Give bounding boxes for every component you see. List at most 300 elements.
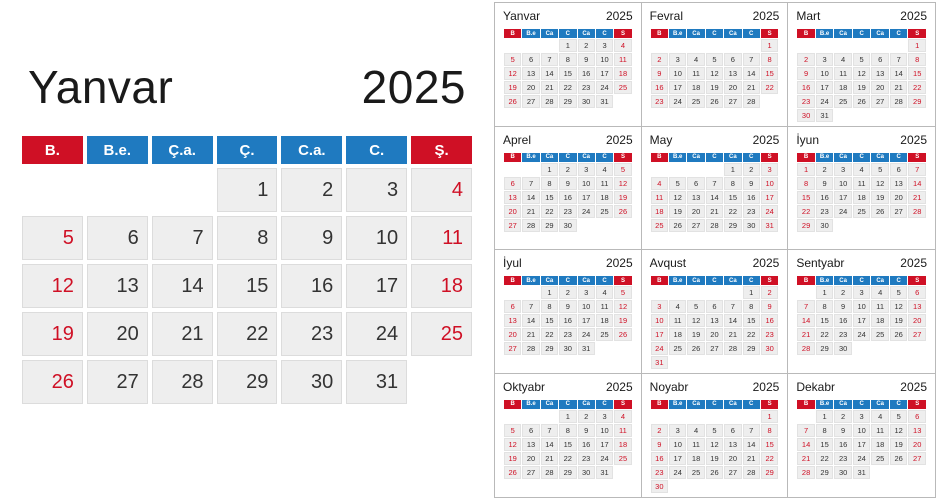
mini-day-cell[interactable]: 29 (816, 342, 834, 355)
mini-day-cell[interactable]: 3 (596, 39, 613, 52)
mini-day-cell[interactable]: 19 (871, 191, 889, 204)
mini-day-cell[interactable]: 20 (504, 205, 521, 218)
mini-day-cell[interactable]: 28 (890, 95, 908, 108)
mini-day-cell[interactable]: 20 (522, 452, 539, 465)
mini-day-cell[interactable]: 28 (743, 95, 760, 108)
mini-day-cell[interactable]: 12 (687, 314, 704, 327)
mini-day-cell[interactable]: 25 (596, 328, 613, 341)
mini-day-cell[interactable]: 8 (724, 177, 741, 190)
mini-day-cell[interactable]: 2 (743, 163, 760, 176)
mini-day-cell[interactable]: 3 (669, 53, 686, 66)
mini-day-cell[interactable]: 4 (669, 300, 686, 313)
mini-day-cell[interactable]: 2 (651, 53, 668, 66)
mini-day-cell[interactable]: 2 (761, 286, 778, 299)
mini-day-cell[interactable]: 31 (853, 466, 871, 479)
mini-day-cell[interactable]: 2 (816, 163, 834, 176)
mini-day-cell[interactable]: 18 (651, 205, 668, 218)
mini-day-cell[interactable]: 2 (578, 410, 595, 423)
featured-day-cell[interactable]: 20 (87, 312, 148, 356)
mini-day-cell[interactable]: 2 (559, 163, 576, 176)
mini-day-cell[interactable]: 11 (871, 300, 889, 313)
mini-day-cell[interactable]: 29 (743, 342, 760, 355)
mini-day-cell[interactable]: 6 (724, 424, 741, 437)
mini-day-cell[interactable]: 19 (687, 328, 704, 341)
mini-day-cell[interactable]: 8 (559, 424, 576, 437)
mini-day-cell[interactable]: 21 (522, 328, 539, 341)
mini-day-cell[interactable]: 19 (504, 452, 521, 465)
mini-day-cell[interactable]: 9 (651, 67, 668, 80)
mini-day-cell[interactable]: 20 (871, 81, 889, 94)
mini-day-cell[interactable]: 7 (724, 300, 741, 313)
mini-day-cell[interactable]: 24 (816, 95, 834, 108)
mini-day-cell[interactable]: 10 (596, 424, 613, 437)
mini-day-cell[interactable]: 3 (816, 53, 834, 66)
mini-day-cell[interactable]: 9 (816, 177, 834, 190)
mini-day-cell[interactable]: 1 (761, 39, 778, 52)
featured-day-cell[interactable]: 3 (346, 168, 407, 212)
mini-day-cell[interactable]: 23 (559, 328, 576, 341)
mini-day-cell[interactable]: 9 (797, 67, 815, 80)
mini-day-cell[interactable]: 20 (522, 81, 539, 94)
mini-day-cell[interactable]: 28 (706, 219, 723, 232)
mini-day-cell[interactable]: 1 (559, 39, 576, 52)
mini-day-cell[interactable]: 20 (687, 205, 704, 218)
mini-day-cell[interactable]: 14 (522, 314, 539, 327)
mini-day-cell[interactable]: 9 (834, 424, 852, 437)
mini-day-cell[interactable]: 26 (890, 452, 908, 465)
mini-day-cell[interactable]: 7 (890, 53, 908, 66)
mini-day-cell[interactable]: 29 (541, 342, 558, 355)
mini-day-cell[interactable]: 16 (761, 314, 778, 327)
mini-day-cell[interactable]: 25 (669, 342, 686, 355)
featured-day-cell[interactable]: 21 (152, 312, 213, 356)
mini-day-cell[interactable]: 6 (871, 53, 889, 66)
mini-day-cell[interactable]: 10 (834, 177, 852, 190)
mini-day-cell[interactable]: 31 (816, 109, 834, 122)
mini-day-cell[interactable]: 5 (706, 53, 723, 66)
mini-day-cell[interactable]: 17 (578, 314, 595, 327)
mini-day-cell[interactable]: 7 (522, 177, 539, 190)
mini-day-cell[interactable]: 19 (890, 438, 908, 451)
mini-day-cell[interactable]: 31 (651, 356, 668, 369)
mini-day-cell[interactable]: 14 (797, 314, 815, 327)
featured-day-cell[interactable]: 31 (346, 360, 407, 404)
mini-day-cell[interactable]: 31 (578, 342, 595, 355)
mini-day-cell[interactable]: 26 (706, 95, 723, 108)
mini-day-cell[interactable]: 23 (578, 81, 595, 94)
mini-day-cell[interactable]: 10 (853, 300, 871, 313)
mini-day-cell[interactable]: 17 (669, 81, 686, 94)
mini-day-cell[interactable]: 26 (504, 95, 521, 108)
mini-day-cell[interactable]: 20 (908, 314, 926, 327)
mini-day-cell[interactable]: 25 (596, 205, 613, 218)
mini-month-mart[interactable] (788, 3, 935, 127)
mini-day-cell[interactable]: 8 (761, 424, 778, 437)
mini-day-cell[interactable]: 18 (871, 314, 889, 327)
mini-day-cell[interactable]: 10 (761, 177, 778, 190)
mini-day-cell[interactable]: 25 (614, 81, 631, 94)
mini-day-cell[interactable]: 16 (578, 67, 595, 80)
mini-day-cell[interactable]: 1 (559, 410, 576, 423)
mini-day-cell[interactable]: 6 (504, 300, 521, 313)
mini-day-cell[interactable]: 20 (890, 191, 908, 204)
mini-day-cell[interactable]: 22 (816, 328, 834, 341)
mini-day-cell[interactable]: 8 (559, 53, 576, 66)
mini-day-cell[interactable]: 23 (651, 95, 668, 108)
mini-day-cell[interactable]: 25 (853, 205, 871, 218)
mini-day-cell[interactable]: 28 (541, 95, 558, 108)
mini-day-cell[interactable]: 5 (669, 177, 686, 190)
mini-day-cell[interactable]: 13 (687, 191, 704, 204)
mini-day-cell[interactable]: 6 (504, 177, 521, 190)
mini-day-cell[interactable]: 16 (651, 81, 668, 94)
featured-day-cell[interactable]: 28 (152, 360, 213, 404)
mini-day-cell[interactable]: 8 (541, 300, 558, 313)
mini-day-cell[interactable]: 26 (890, 328, 908, 341)
mini-day-cell[interactable]: 16 (743, 191, 760, 204)
mini-day-cell[interactable]: 4 (687, 53, 704, 66)
mini-day-cell[interactable]: 1 (724, 163, 741, 176)
mini-day-cell[interactable]: 24 (669, 466, 686, 479)
mini-day-cell[interactable]: 12 (890, 424, 908, 437)
mini-day-cell[interactable]: 15 (816, 438, 834, 451)
mini-day-cell[interactable]: 16 (816, 191, 834, 204)
mini-day-cell[interactable]: 18 (669, 328, 686, 341)
mini-day-cell[interactable]: 13 (908, 424, 926, 437)
mini-day-cell[interactable]: 15 (797, 191, 815, 204)
mini-month-noyabr[interactable] (642, 374, 789, 498)
mini-day-cell[interactable]: 2 (578, 39, 595, 52)
mini-day-cell[interactable]: 25 (871, 452, 889, 465)
mini-day-cell[interactable]: 17 (596, 438, 613, 451)
mini-day-cell[interactable]: 13 (522, 438, 539, 451)
mini-day-cell[interactable]: 16 (834, 314, 852, 327)
mini-day-cell[interactable]: 27 (908, 452, 926, 465)
mini-day-cell[interactable]: 24 (834, 205, 852, 218)
mini-day-cell[interactable]: 15 (908, 67, 926, 80)
mini-day-cell[interactable]: 14 (743, 67, 760, 80)
mini-day-cell[interactable]: 8 (908, 53, 926, 66)
mini-day-cell[interactable]: 1 (761, 410, 778, 423)
mini-day-cell[interactable]: 6 (706, 300, 723, 313)
mini-day-cell[interactable]: 15 (761, 438, 778, 451)
featured-day-cell[interactable]: 24 (346, 312, 407, 356)
mini-day-cell[interactable]: 23 (816, 205, 834, 218)
mini-day-cell[interactable]: 2 (559, 286, 576, 299)
mini-day-cell[interactable]: 27 (724, 95, 741, 108)
mini-day-cell[interactable]: 11 (834, 67, 852, 80)
mini-day-cell[interactable]: 2 (834, 410, 852, 423)
mini-day-cell[interactable]: 14 (522, 191, 539, 204)
mini-day-cell[interactable]: 13 (724, 438, 741, 451)
mini-day-cell[interactable]: 24 (761, 205, 778, 218)
mini-day-cell[interactable]: 1 (541, 286, 558, 299)
mini-day-cell[interactable]: 9 (578, 424, 595, 437)
mini-day-cell[interactable]: 4 (596, 286, 613, 299)
mini-day-cell[interactable]: 1 (816, 286, 834, 299)
mini-day-cell[interactable]: 11 (596, 177, 613, 190)
mini-day-cell[interactable]: 14 (743, 438, 760, 451)
mini-day-cell[interactable]: 10 (578, 177, 595, 190)
mini-day-cell[interactable]: 29 (559, 466, 576, 479)
mini-day-cell[interactable]: 8 (816, 300, 834, 313)
mini-day-cell[interactable]: 6 (890, 163, 908, 176)
mini-day-cell[interactable]: 6 (522, 424, 539, 437)
mini-day-cell[interactable]: 22 (908, 81, 926, 94)
mini-day-cell[interactable]: 25 (687, 466, 704, 479)
mini-day-cell[interactable]: 15 (743, 314, 760, 327)
mini-day-cell[interactable]: 24 (669, 95, 686, 108)
mini-day-cell[interactable]: 23 (761, 328, 778, 341)
mini-day-cell[interactable]: 1 (816, 410, 834, 423)
mini-day-cell[interactable]: 14 (706, 191, 723, 204)
mini-day-cell[interactable]: 12 (853, 67, 871, 80)
mini-day-cell[interactable]: 16 (559, 191, 576, 204)
mini-day-cell[interactable]: 17 (816, 81, 834, 94)
mini-day-cell[interactable]: 3 (834, 163, 852, 176)
featured-day-cell[interactable]: 17 (346, 264, 407, 308)
featured-day-cell[interactable]: 30 (281, 360, 342, 404)
mini-day-cell[interactable]: 24 (853, 328, 871, 341)
mini-day-cell[interactable]: 8 (541, 177, 558, 190)
mini-day-cell[interactable]: 10 (578, 300, 595, 313)
mini-day-cell[interactable]: 22 (559, 81, 576, 94)
mini-day-cell[interactable]: 5 (614, 286, 631, 299)
mini-day-cell[interactable]: 12 (669, 191, 686, 204)
featured-day-cell[interactable]: 23 (281, 312, 342, 356)
mini-day-cell[interactable]: 15 (761, 67, 778, 80)
mini-day-cell[interactable]: 12 (504, 67, 521, 80)
mini-day-cell[interactable]: 7 (522, 300, 539, 313)
mini-day-cell[interactable]: 30 (834, 342, 852, 355)
mini-day-cell[interactable]: 14 (908, 177, 926, 190)
mini-day-cell[interactable]: 28 (522, 219, 539, 232)
mini-day-cell[interactable]: 22 (541, 328, 558, 341)
mini-day-cell[interactable]: 11 (596, 300, 613, 313)
mini-day-cell[interactable]: 24 (578, 205, 595, 218)
mini-day-cell[interactable]: 9 (559, 300, 576, 313)
mini-day-cell[interactable]: 27 (522, 95, 539, 108)
mini-day-cell[interactable]: 10 (853, 424, 871, 437)
mini-day-cell[interactable]: 18 (687, 81, 704, 94)
mini-day-cell[interactable]: 27 (687, 219, 704, 232)
mini-day-cell[interactable]: 4 (651, 177, 668, 190)
featured-day-cell[interactable]: 7 (152, 216, 213, 260)
mini-day-cell[interactable]: 1 (743, 286, 760, 299)
mini-day-cell[interactable]: 23 (559, 205, 576, 218)
mini-day-cell[interactable]: 13 (504, 314, 521, 327)
mini-day-cell[interactable]: 19 (890, 314, 908, 327)
mini-day-cell[interactable]: 11 (651, 191, 668, 204)
mini-day-cell[interactable]: 28 (743, 466, 760, 479)
mini-day-cell[interactable]: 3 (853, 410, 871, 423)
mini-day-cell[interactable]: 26 (614, 205, 631, 218)
mini-day-cell[interactable]: 9 (578, 53, 595, 66)
mini-day-cell[interactable]: 26 (669, 219, 686, 232)
mini-day-cell[interactable]: 14 (541, 438, 558, 451)
mini-day-cell[interactable]: 9 (743, 177, 760, 190)
mini-day-cell[interactable]: 12 (890, 300, 908, 313)
mini-day-cell[interactable]: 17 (761, 191, 778, 204)
mini-day-cell[interactable]: 19 (706, 452, 723, 465)
mini-day-cell[interactable]: 14 (890, 67, 908, 80)
mini-day-cell[interactable]: 7 (797, 300, 815, 313)
mini-day-cell[interactable]: 4 (614, 410, 631, 423)
mini-day-cell[interactable]: 14 (541, 67, 558, 80)
mini-day-cell[interactable]: 31 (761, 219, 778, 232)
featured-day-cell[interactable]: 19 (22, 312, 83, 356)
mini-day-cell[interactable]: 7 (743, 53, 760, 66)
mini-day-cell[interactable]: 8 (743, 300, 760, 313)
featured-day-cell[interactable]: 27 (87, 360, 148, 404)
mini-day-cell[interactable]: 29 (908, 95, 926, 108)
mini-day-cell[interactable]: 30 (578, 466, 595, 479)
mini-day-cell[interactable]: 5 (871, 163, 889, 176)
mini-day-cell[interactable]: 9 (651, 438, 668, 451)
mini-day-cell[interactable]: 18 (834, 81, 852, 94)
mini-day-cell[interactable]: 4 (834, 53, 852, 66)
mini-day-cell[interactable]: 11 (687, 438, 704, 451)
featured-day-cell[interactable]: 1 (217, 168, 278, 212)
mini-day-cell[interactable]: 12 (706, 67, 723, 80)
mini-day-cell[interactable]: 27 (908, 328, 926, 341)
mini-day-cell[interactable]: 8 (816, 424, 834, 437)
mini-day-cell[interactable]: 25 (614, 452, 631, 465)
mini-day-cell[interactable]: 27 (504, 219, 521, 232)
mini-day-cell[interactable]: 10 (596, 53, 613, 66)
mini-day-cell[interactable]: 15 (816, 314, 834, 327)
mini-day-cell[interactable]: 23 (797, 95, 815, 108)
mini-day-cell[interactable]: 21 (890, 81, 908, 94)
mini-day-cell[interactable]: 30 (816, 219, 834, 232)
mini-day-cell[interactable]: 25 (834, 95, 852, 108)
mini-day-cell[interactable]: 12 (504, 438, 521, 451)
mini-day-cell[interactable]: 19 (504, 81, 521, 94)
mini-day-cell[interactable]: 17 (596, 67, 613, 80)
mini-day-cell[interactable]: 29 (724, 219, 741, 232)
mini-day-cell[interactable]: 19 (669, 205, 686, 218)
mini-day-cell[interactable]: 21 (908, 191, 926, 204)
mini-month-i̇yun[interactable] (788, 127, 935, 251)
mini-day-cell[interactable]: 2 (651, 424, 668, 437)
mini-day-cell[interactable]: 30 (761, 342, 778, 355)
mini-day-cell[interactable]: 18 (596, 314, 613, 327)
mini-day-cell[interactable]: 8 (797, 177, 815, 190)
mini-day-cell[interactable]: 16 (797, 81, 815, 94)
mini-day-cell[interactable]: 2 (797, 53, 815, 66)
mini-day-cell[interactable]: 9 (761, 300, 778, 313)
mini-day-cell[interactable]: 17 (578, 191, 595, 204)
mini-day-cell[interactable]: 27 (522, 466, 539, 479)
mini-day-cell[interactable]: 9 (834, 300, 852, 313)
featured-day-cell[interactable]: 9 (281, 216, 342, 260)
mini-day-cell[interactable]: 30 (559, 219, 576, 232)
mini-day-cell[interactable]: 20 (724, 81, 741, 94)
mini-day-cell[interactable]: 30 (834, 466, 852, 479)
featured-day-cell[interactable]: 4 (411, 168, 472, 212)
mini-day-cell[interactable]: 7 (797, 424, 815, 437)
mini-day-cell[interactable]: 16 (578, 438, 595, 451)
mini-day-cell[interactable]: 23 (578, 452, 595, 465)
mini-day-cell[interactable]: 17 (669, 452, 686, 465)
mini-day-cell[interactable]: 21 (541, 452, 558, 465)
mini-day-cell[interactable]: 26 (871, 205, 889, 218)
mini-day-cell[interactable]: 30 (578, 95, 595, 108)
mini-day-cell[interactable]: 18 (614, 438, 631, 451)
mini-day-cell[interactable]: 25 (687, 95, 704, 108)
mini-day-cell[interactable]: 11 (669, 314, 686, 327)
mini-day-cell[interactable]: 30 (559, 342, 576, 355)
mini-day-cell[interactable]: 7 (541, 53, 558, 66)
mini-day-cell[interactable]: 6 (522, 53, 539, 66)
mini-day-cell[interactable]: 29 (559, 95, 576, 108)
mini-day-cell[interactable]: 28 (908, 205, 926, 218)
mini-month-yanvar[interactable] (495, 3, 642, 127)
mini-day-cell[interactable]: 17 (834, 191, 852, 204)
mini-day-cell[interactable]: 14 (797, 438, 815, 451)
mini-day-cell[interactable]: 26 (614, 328, 631, 341)
mini-month-may[interactable] (642, 127, 789, 251)
featured-day-cell[interactable]: 29 (217, 360, 278, 404)
featured-day-cell[interactable]: 15 (217, 264, 278, 308)
mini-day-cell[interactable]: 21 (706, 205, 723, 218)
featured-day-cell[interactable]: 13 (87, 264, 148, 308)
mini-day-cell[interactable]: 22 (761, 452, 778, 465)
mini-day-cell[interactable]: 13 (504, 191, 521, 204)
mini-day-cell[interactable]: 24 (853, 452, 871, 465)
mini-day-cell[interactable]: 15 (559, 438, 576, 451)
mini-day-cell[interactable]: 5 (687, 300, 704, 313)
featured-day-cell[interactable]: 26 (22, 360, 83, 404)
mini-day-cell[interactable]: 13 (890, 177, 908, 190)
featured-day-cell[interactable]: 22 (217, 312, 278, 356)
mini-day-cell[interactable]: 17 (853, 314, 871, 327)
mini-day-cell[interactable]: 27 (706, 342, 723, 355)
mini-day-cell[interactable]: 23 (743, 205, 760, 218)
mini-day-cell[interactable]: 19 (706, 81, 723, 94)
mini-day-cell[interactable]: 3 (669, 424, 686, 437)
mini-day-cell[interactable]: 6 (908, 286, 926, 299)
mini-day-cell[interactable]: 11 (614, 424, 631, 437)
mini-day-cell[interactable]: 22 (761, 81, 778, 94)
mini-day-cell[interactable]: 28 (797, 342, 815, 355)
mini-day-cell[interactable]: 5 (614, 163, 631, 176)
mini-day-cell[interactable]: 20 (724, 452, 741, 465)
mini-day-cell[interactable]: 13 (908, 300, 926, 313)
mini-day-cell[interactable]: 2 (834, 286, 852, 299)
mini-day-cell[interactable]: 22 (816, 452, 834, 465)
mini-day-cell[interactable]: 29 (816, 466, 834, 479)
featured-day-cell[interactable]: 12 (22, 264, 83, 308)
mini-day-cell[interactable]: 10 (669, 438, 686, 451)
mini-day-cell[interactable]: 21 (522, 205, 539, 218)
mini-day-cell[interactable]: 6 (908, 410, 926, 423)
mini-day-cell[interactable]: 30 (651, 480, 668, 493)
mini-day-cell[interactable]: 6 (724, 53, 741, 66)
mini-month-sentyabr[interactable] (788, 250, 935, 374)
mini-day-cell[interactable]: 17 (651, 328, 668, 341)
mini-day-cell[interactable]: 4 (853, 163, 871, 176)
mini-day-cell[interactable]: 5 (853, 53, 871, 66)
mini-day-cell[interactable]: 10 (669, 67, 686, 80)
mini-day-cell[interactable]: 25 (651, 219, 668, 232)
mini-day-cell[interactable]: 18 (687, 452, 704, 465)
mini-day-cell[interactable]: 1 (908, 39, 926, 52)
mini-day-cell[interactable]: 28 (724, 342, 741, 355)
mini-month-i̇yul[interactable] (495, 250, 642, 374)
mini-day-cell[interactable]: 29 (761, 466, 778, 479)
mini-day-cell[interactable]: 3 (853, 286, 871, 299)
